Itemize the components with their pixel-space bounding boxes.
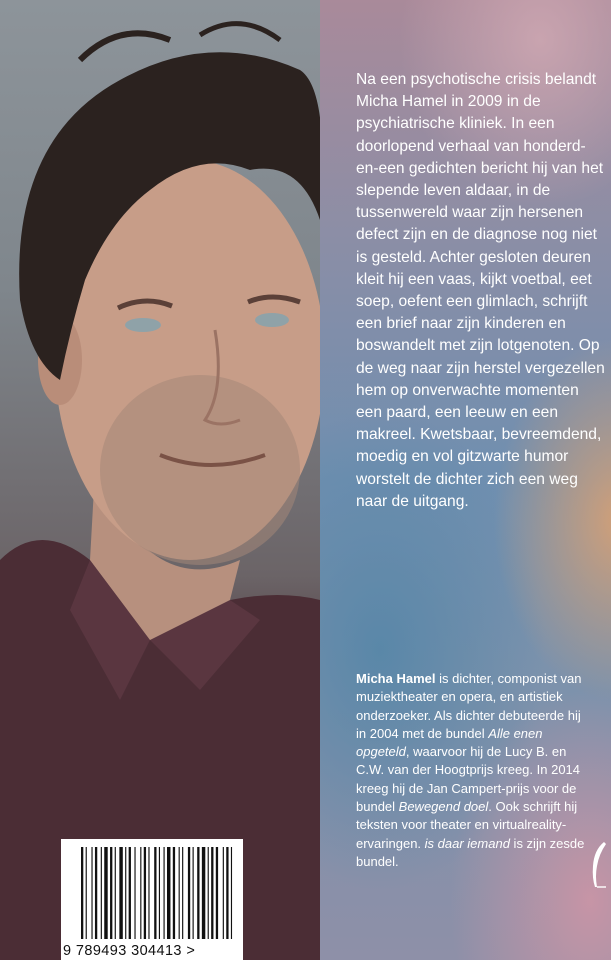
book-title-3: is daar iemand <box>424 835 510 851</box>
bio-text-1: is dichter, componist van muziektheater en opera, en artistiek onderzoeker. Als dichter debuteerde hij in 2004 met de bundel <box>356 671 582 741</box>
barcode-icon <box>61 839 243 943</box>
author-name: Micha Hamel <box>356 671 436 686</box>
bio-text-3: . Ook schrijft hij teksten voor theater en virtualreality-ervaringen. <box>356 799 578 851</box>
bio-text-4: is zijn zesde bundel. <box>356 835 585 869</box>
back-cover-panel <box>320 0 611 960</box>
book-blurb: Na een psychotische crisis belandt Micha Hamel in 2009 in de psychiatrische kliniek. In een doorlopend verhaal van honderd-en-een gedichten bericht hij van het slepende leven aldaar, in de tussenwereld waar zijn hersenen defect zijn en de diagnose nog niet is gesteld. Achter gesloten deuren kleit hij een vaas, kijkt voetbal, eet soep, oefent een glimlach, schrijft een brief naar zijn kinderen en boswandelt met zijn lotgenoten. Op de weg naar zijn herstel vergezellen hem op onverwachte momenten een paard, een leeuw en een makreel. Kwetsbaar, bevreemdend, moedig en vol gitzwarte humor worstelt de dichter zich een weg naar de uitgang. <box>356 71 605 510</box>
author-bio <box>356 670 591 871</box>
bio-text-2: , waarvoor hij de Lucy B. en C.W. van der Hoogtprijs kreeg. In 2014 kreeg hij de Jan Campert-prijs voor de bundel <box>356 744 581 815</box>
book-title-2: Bewegend doel <box>398 799 489 815</box>
quill-logo-icon <box>590 840 608 890</box>
isbn-number: 9 789493 304413 > <box>63 943 196 959</box>
barcode-area <box>61 839 243 960</box>
book-title-1: Alle enen opgeteld <box>356 725 543 760</box>
